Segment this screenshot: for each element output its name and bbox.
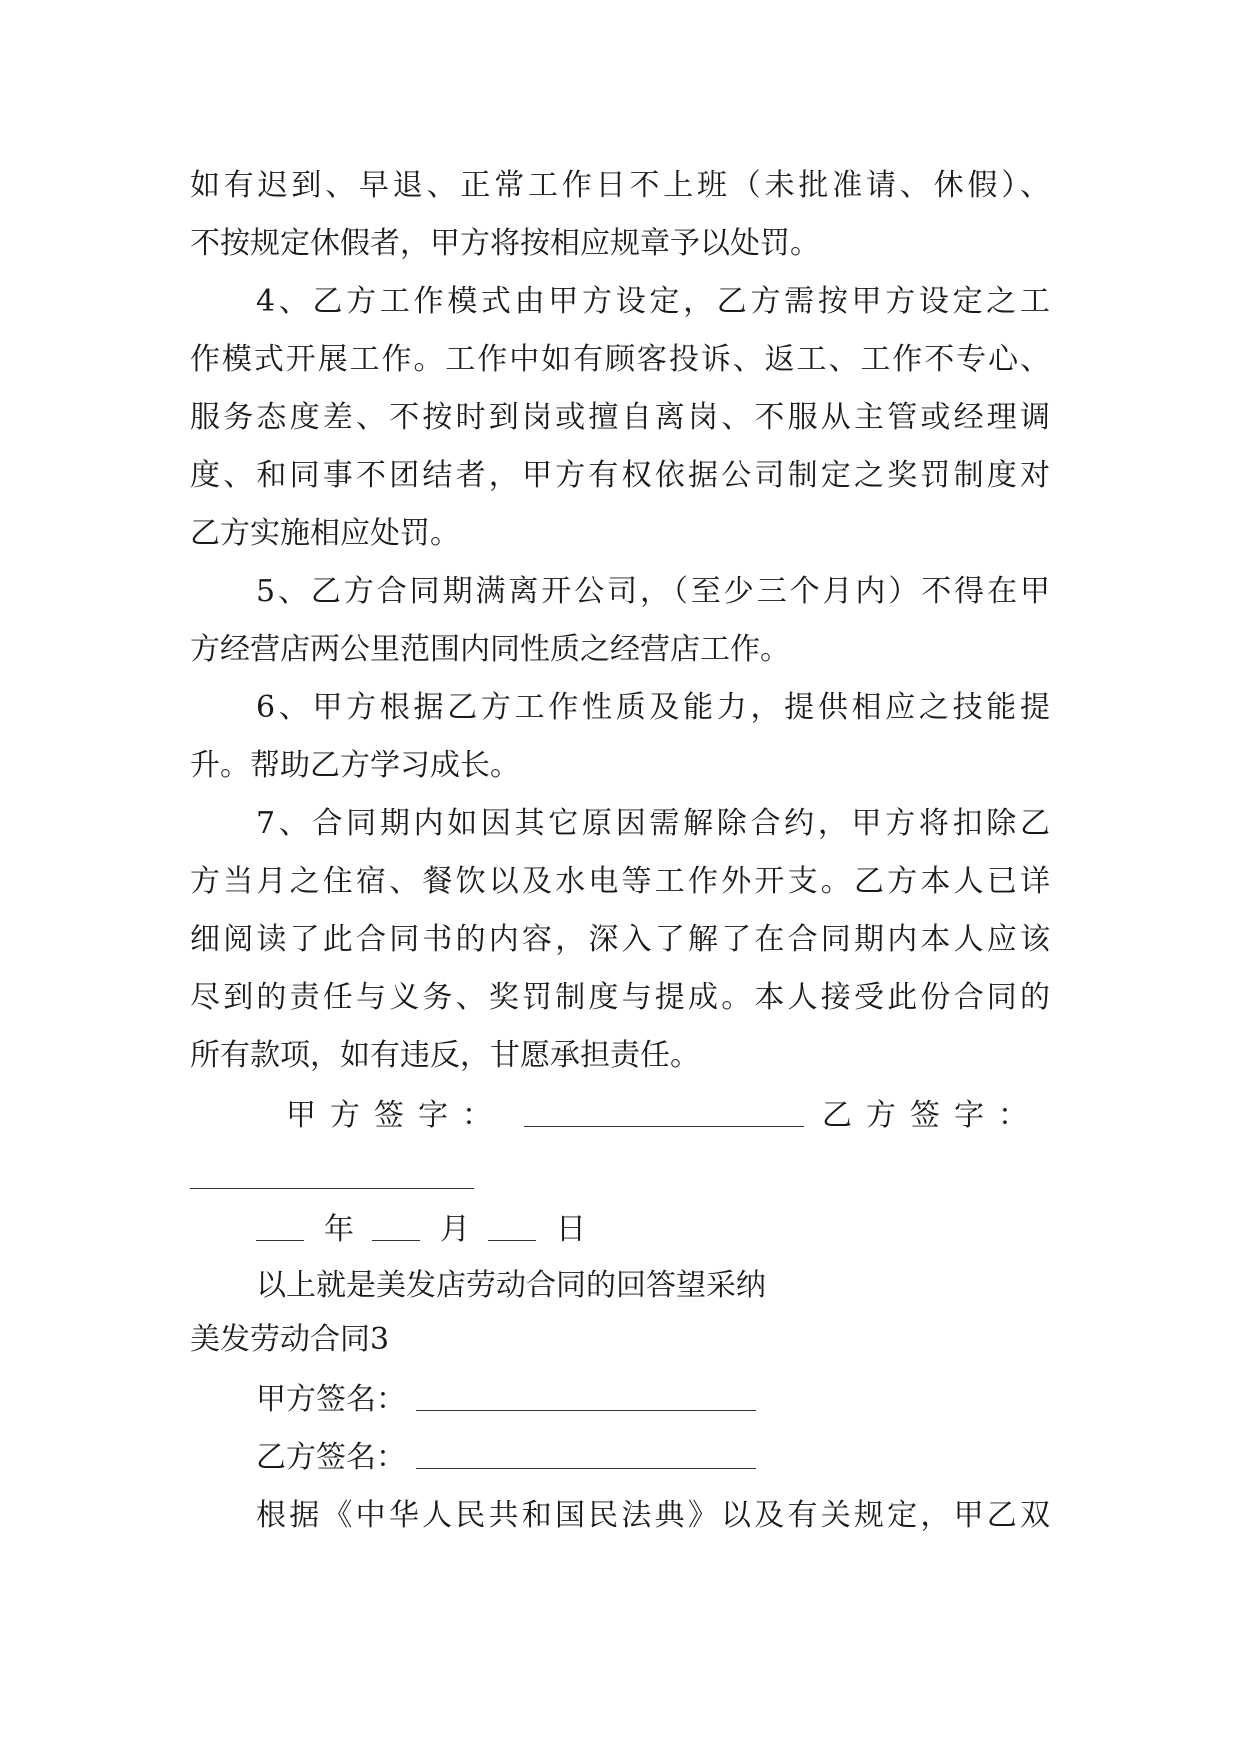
paragraph-line: 升。帮助乙方学习成长。: [190, 748, 520, 783]
year-label: 年: [324, 1212, 354, 1247]
party-a-sign-label: 甲方签字：: [286, 1098, 506, 1133]
paragraph-line: 方当月之住宿、餐饮以及水电等工作外开支。乙方本人已详: [190, 864, 1050, 899]
paragraph-line: 4、乙方工作模式由甲方设定，乙方需按甲方设定之工: [256, 284, 1050, 319]
year-blank: [256, 1210, 304, 1250]
section-title: 美发劳动合同3: [190, 1322, 390, 1357]
paragraph-line: 度、和同事不团结者，甲方有权依据公司制定之奖罚制度对: [190, 458, 1050, 493]
paragraph-line: 细阅读了此合同书的内容，深入了解了在合同期内本人应该: [190, 922, 1050, 957]
party-b-sign-name-label: 乙方签名：: [256, 1440, 406, 1475]
paragraph-line: 所有款项，如有违反，甘愿承担责任。: [190, 1038, 700, 1073]
paragraph-line: 如有迟到、早退、正常工作日不上班（未批准请、休假）、: [190, 168, 1050, 203]
month-label: 月: [440, 1212, 470, 1247]
paragraph-line: 方经营店两公里范围内同性质之经营店工作。: [190, 632, 790, 667]
paragraph-line: 尽到的责任与义务、奖罚制度与提成。本人接受此份合同的: [190, 980, 1050, 1015]
paragraph-line: 7、合同期内如因其它原因需解除合约，甲方将扣除乙: [256, 806, 1050, 841]
party-a-sign-name-blank: [416, 1380, 756, 1420]
paragraph-line: 乙方实施相应处罚。: [190, 516, 460, 551]
paragraph-line: 6、甲方根据乙方工作性质及能力，提供相应之技能提: [256, 690, 1050, 725]
month-blank: [372, 1210, 420, 1250]
paragraph-line: 不按规定休假者，甲方将按相应规章予以处罚。: [190, 226, 820, 261]
paragraph-line: 作模式开展工作。工作中如有顾客投诉、返工、工作不专心、: [190, 342, 1050, 377]
paragraph-line: 5、乙方合同期满离开公司，（至少三个月内）不得在甲: [256, 574, 1050, 609]
party-a-sign-blank: [524, 1096, 804, 1136]
party-b-sign-label: 乙方签字：: [822, 1098, 1042, 1133]
day-blank: [488, 1210, 536, 1250]
section3-intro-line: 根据《中华人民共和国民法典》以及有关规定，甲乙双: [256, 1498, 1050, 1533]
closing-text: 以上就是美发店劳动合同的回答望采纳: [256, 1268, 766, 1303]
party-b-sign-blank: [190, 1188, 474, 1189]
day-label: 日: [556, 1212, 586, 1247]
paragraph-line: 服务态度差、不按时到岗或擅自离岗、不服从主管或经理调: [190, 400, 1050, 435]
party-b-sign-name-blank: [416, 1438, 756, 1478]
party-a-sign-name-label: 甲方签名：: [256, 1382, 406, 1417]
